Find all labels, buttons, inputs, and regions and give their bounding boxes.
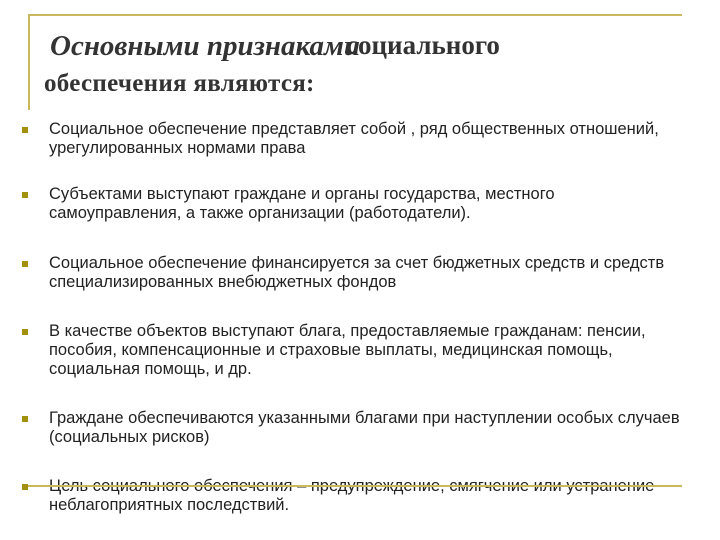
frame-left-rule	[28, 14, 30, 110]
frame-bottom-rule	[28, 485, 682, 487]
bullet-text: В качестве объектов выступают блага, предоставляемые гражданам: пенсии, пособия, компенсационные и страховые выплаты, медицинская помощь, социальная помощь, и др.	[49, 322, 646, 378]
square-bullet-icon	[22, 261, 28, 267]
title-line1-part-a: Основными признаками	[50, 30, 360, 62]
bullet-text: Социальное обеспечение финансируется за счет бюджетных средств и средств специализированных внебюджетных фондов	[49, 254, 665, 291]
square-bullet-icon	[22, 192, 28, 198]
square-bullet-icon	[22, 416, 28, 422]
frame-top-rule	[28, 14, 682, 16]
slide-title	[44, 24, 684, 97]
bullet-text: Субъектами выступают граждане и органы государства, местного самоуправления, а также организации (работодатели).	[49, 185, 555, 222]
slide-title-line1	[44, 24, 684, 70]
bullet-text: Цель социального обеспечения – предупреждение, смягчение или устранение неблагоприятных последствий.	[49, 477, 655, 514]
slide-title-line2: обеспечения являются:	[44, 70, 315, 97]
title-line1-part-b: социального	[346, 30, 500, 60]
bullet-text: Граждане обеспечиваются указанными благами при наступлении особых случаев (социальных рисков)	[49, 409, 680, 446]
square-bullet-icon	[22, 329, 28, 335]
bullet-text: Социальное обеспечение представляет собой , ряд общественных отношений, урегулированных нормами права	[49, 120, 659, 157]
square-bullet-icon	[22, 127, 28, 133]
